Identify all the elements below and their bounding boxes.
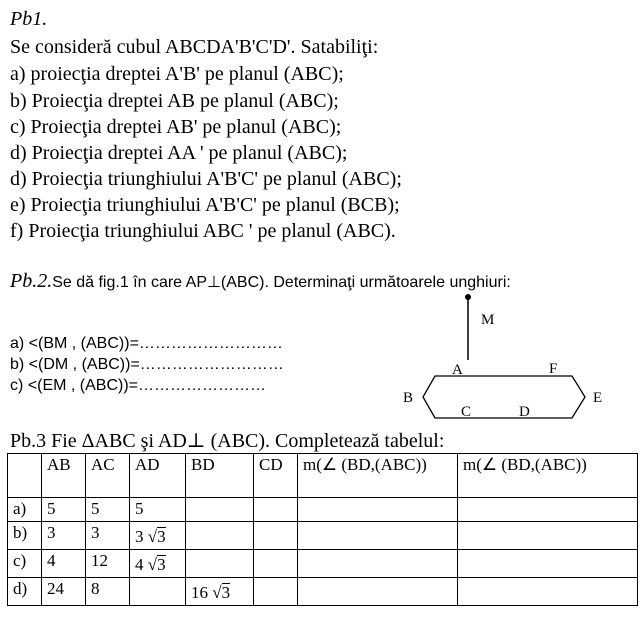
row-label: c) <box>8 550 42 578</box>
point-m <box>465 294 471 300</box>
table-row <box>8 498 638 522</box>
pb1-item-b: b) Proiecţia dreptei AB pe planul (ABC); <box>10 90 339 112</box>
cell-ad <box>130 522 186 550</box>
header-cell-ad: AD <box>130 454 186 498</box>
pb2-text: Se dă fig.1 în care AP⊥(ABC). Determinaţi următoarele unghiuri: <box>52 274 511 291</box>
label-f: F <box>549 361 558 377</box>
cell-bd <box>186 522 254 550</box>
pb1-item-c: c) Proiecţia dreptei AB' pe planul (ABC); <box>10 116 342 138</box>
cell-ac: 3 <box>86 522 130 550</box>
header-cell-cd: CD <box>254 454 298 498</box>
cell-ab: 4 <box>42 550 86 578</box>
label-e: E <box>593 390 603 406</box>
pb2-question-a: a) <(BM , (ABC))=……………………… <box>10 335 283 352</box>
row-label: d) <box>8 578 42 606</box>
radical-argument: 3 <box>157 527 166 546</box>
sqrt-icon: √ <box>147 527 158 546</box>
radical-coefficient: 16 <box>191 583 208 602</box>
header-cell-blank <box>8 454 42 498</box>
pb1-item-f: f) Proiecţia triunghiului ABC ' pe planul (ABC). <box>10 220 396 242</box>
table-header-row <box>8 454 638 498</box>
cell-angle-1 <box>298 498 458 522</box>
radical-coefficient: 4 <box>135 555 144 574</box>
radical-expression <box>135 554 166 575</box>
pb2-question-c: c) <(EM , (ABC))=…………………… <box>10 377 267 394</box>
cell-angle-2 <box>458 578 638 606</box>
cell-bd <box>186 550 254 578</box>
cell-ad <box>130 578 186 606</box>
data-table <box>7 453 638 606</box>
header-cell-angle-2: m(∠ (BD,(ABC)) <box>458 454 638 498</box>
cell-cd <box>254 522 298 550</box>
cell-bd <box>186 498 254 522</box>
table-row <box>8 522 638 550</box>
label-a: A <box>452 362 463 378</box>
cell-ab: 24 <box>42 578 86 606</box>
label-b: B <box>403 390 414 406</box>
cell-angle-1 <box>298 550 458 578</box>
pb1-title: Pb1. <box>10 8 48 30</box>
cell-ac: 12 <box>86 550 130 578</box>
pb1-item-e: e) Proiecţia triunghiului A'B'C' pe planul (BCB); <box>10 194 400 216</box>
cell-ab: 5 <box>42 498 86 522</box>
cell-angle-2 <box>458 522 638 550</box>
figure-1 <box>395 290 620 425</box>
label-m: M <box>481 312 495 328</box>
header-cell-ac: AC <box>86 454 130 498</box>
cell-bd <box>186 578 254 606</box>
cell-angle-2 <box>458 498 638 522</box>
pb1-statement: Se consideră cubul ABCDA'B'C'D'. Satabiliţi: <box>10 36 379 58</box>
cell-angle-1 <box>298 522 458 550</box>
sqrt-icon: √ <box>147 555 158 574</box>
cell-angle-2 <box>458 550 638 578</box>
header-cell-angle-1: m(∠ (BD,(ABC)) <box>298 454 458 498</box>
row-label: a) <box>8 498 42 522</box>
header-cell-ab: AB <box>42 454 86 498</box>
pb2-label: Pb.2. <box>10 270 53 292</box>
table-row <box>8 578 638 606</box>
sqrt-icon: √ <box>212 583 222 602</box>
pb1-item-a: a) proiecţia dreptei A'B' pe planul (ABC); <box>10 63 344 85</box>
cell-cd <box>254 578 298 606</box>
label-d: D <box>519 404 530 420</box>
radical-argument: 3 <box>157 555 166 574</box>
pb1-item-d2: d) Proiecţia triunghiului A'B'C' pe planul (ABC); <box>10 168 402 190</box>
cell-ad <box>130 550 186 578</box>
hexagon <box>423 376 585 418</box>
pb2-question-b: b) <(DM , (ABC))=……………………… <box>10 356 284 373</box>
radical-expression <box>135 526 166 547</box>
header-cell-bd: BD <box>186 454 254 498</box>
radical-expression <box>191 582 230 603</box>
table-row <box>8 550 638 578</box>
cell-ab: 3 <box>42 522 86 550</box>
pb3-heading: Pb.3 Fie ΔABC şi AD⊥ (ABC). Completează tabelul: <box>10 430 445 452</box>
row-label: b) <box>8 522 42 550</box>
cell-ac: 5 <box>86 498 130 522</box>
radical-argument: 3 <box>221 583 231 602</box>
pb1-item-d: d) Proiecţia dreptei AA ' pe planul (ABC); <box>10 142 348 164</box>
cell-angle-1 <box>298 578 458 606</box>
label-c: C <box>461 404 472 420</box>
cell-cd <box>254 498 298 522</box>
cell-cd <box>254 550 298 578</box>
radical-coefficient: 3 <box>135 527 144 546</box>
cell-ac: 8 <box>86 578 130 606</box>
cell-ad: 5 <box>130 498 186 522</box>
